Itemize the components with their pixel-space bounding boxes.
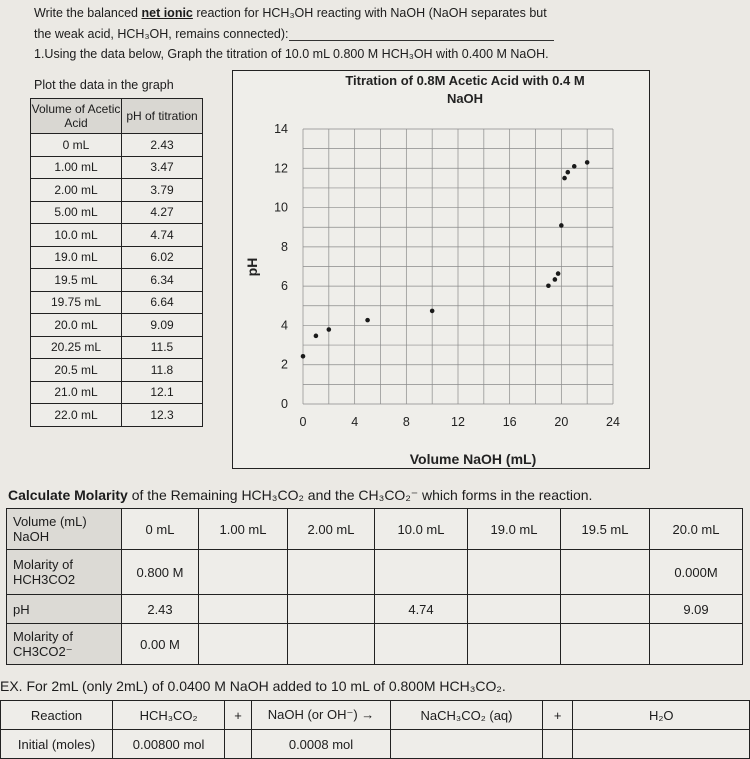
reaction-cell [542, 730, 573, 759]
row-header: Molarity of HCH3CO2 [7, 550, 122, 595]
molarity-acid-cell[interactable] [468, 550, 561, 595]
volume-cell: 2.00 mL [31, 179, 122, 202]
volume-cell: 19.0 mL [468, 509, 561, 550]
table-row [7, 550, 743, 595]
data-point [572, 164, 577, 169]
ph-cell: 11.8 [122, 359, 203, 382]
table-row [7, 509, 743, 550]
molarity-acid-cell[interactable]: 0.000M [650, 550, 743, 595]
y-tick-label: 4 [281, 318, 288, 333]
x-tick-label: 8 [402, 415, 410, 429]
ph-cell[interactable] [561, 595, 650, 624]
reaction-cell: NaCH₃CO₂ (aq) [391, 701, 543, 730]
x-tick-label: 24 [606, 415, 620, 429]
x-tick-label: 0 [299, 415, 307, 429]
instruction-line-2: the weak acid, HCH₃OH, remains connected): [34, 27, 554, 41]
data-point [553, 277, 558, 282]
volume-cell: 10.0 mL [31, 224, 122, 247]
ph-cell[interactable] [288, 595, 375, 624]
molarity-base-cell[interactable] [561, 624, 650, 665]
volume-cell: 20.25 mL [31, 336, 122, 359]
volume-cell: 2.00 mL [288, 509, 375, 550]
volume-cell: 1.00 mL [31, 156, 122, 179]
example-line: EX. For 2mL (only 2mL) of 0.0400 M NaOH added to 10 mL of 0.800M HCH₃CO₂. [0, 678, 506, 694]
table-row [31, 381, 203, 404]
reaction-cell: Initial (moles) [1, 730, 113, 759]
ph-cell: 3.79 [122, 179, 203, 202]
volume-cell: 20.5 mL [31, 359, 122, 382]
x-tick-label: 4 [351, 415, 359, 429]
ph-cell[interactable] [199, 595, 288, 624]
y-tick-label: 0 [281, 397, 288, 411]
ph-cell: 6.34 [122, 269, 203, 292]
ph-cell: 6.02 [122, 246, 203, 269]
table-row [31, 246, 203, 269]
molarity-base-cell[interactable]: 0.00 M [122, 624, 199, 665]
plot-label: Plot the data in the graph [34, 78, 174, 92]
volume-cell: 20.0 mL [650, 509, 743, 550]
volume-cell: 22.0 mL [31, 404, 122, 427]
titration-chart-svg [233, 71, 649, 468]
reaction-cell: 0.00800 mol [113, 730, 225, 759]
table-row [31, 224, 203, 247]
row-header: pH [7, 595, 122, 624]
molarity-heading: Calculate Molarity of the Remaining HCH₃CO₂ and the CH₃CO₂⁻ which forms in the reaction. [8, 487, 593, 503]
ph-cell[interactable] [468, 595, 561, 624]
table-row [31, 269, 203, 292]
reaction-cell: 0.0008 mol [251, 730, 390, 759]
data-point [301, 354, 306, 359]
volume-cell: 5.00 mL [31, 201, 122, 224]
data-point [585, 160, 590, 165]
reaction-cell: HCH₃CO₂ [113, 701, 225, 730]
volume-cell: 0 mL [31, 134, 122, 157]
x-tick-label: 12 [451, 415, 465, 429]
reaction-cell: NaOH (or OH⁻) → [251, 701, 390, 730]
ph-cell: 4.27 [122, 201, 203, 224]
table-row [31, 291, 203, 314]
ph-cell: 11.5 [122, 336, 203, 359]
chart-title-line-1: Titration of 0.8M Acetic Acid with 0.4 M [345, 73, 585, 88]
volume-cell: 19.75 mL [31, 291, 122, 314]
data-point [556, 271, 561, 276]
y-tick-label: 14 [274, 122, 288, 136]
table-row [31, 156, 203, 179]
reaction-table [0, 700, 750, 759]
ph-cell[interactable]: 2.43 [122, 595, 199, 624]
data-point [559, 223, 564, 228]
y-axis-label: pH [244, 257, 260, 277]
volume-cell: 10.0 mL [375, 509, 468, 550]
molarity-acid-cell[interactable]: 0.800 M [122, 550, 199, 595]
data-point [546, 283, 551, 288]
volume-cell: 21.0 mL [31, 381, 122, 404]
reaction-cell: Reaction [1, 701, 113, 730]
data-point [365, 318, 370, 323]
molarity-acid-cell[interactable] [561, 550, 650, 595]
x-tick-label: 16 [502, 415, 517, 429]
volume-cell: 19.5 mL [561, 509, 650, 550]
table-row [31, 404, 203, 427]
molarity-base-cell[interactable] [199, 624, 288, 665]
titration-graph [232, 70, 650, 469]
molarity-base-cell[interactable] [650, 624, 743, 665]
y-tick-label: 2 [281, 357, 288, 372]
y-tick-label: 10 [274, 200, 288, 215]
titration-data-table [30, 98, 203, 427]
ph-cell: 6.64 [122, 291, 203, 314]
ph-cell: 4.74 [122, 224, 203, 247]
ph-cell: 12.3 [122, 404, 203, 427]
volume-cell: 19.0 mL [31, 246, 122, 269]
y-tick-label: 6 [281, 279, 288, 294]
table-row [7, 624, 743, 665]
x-axis-label: Volume NaOH (mL) [409, 451, 537, 467]
row-header: Volume (mL) NaOH [7, 509, 122, 550]
reaction-cell: + [225, 701, 252, 730]
molarity-acid-cell[interactable] [288, 550, 375, 595]
answer-blank[interactable] [289, 28, 554, 41]
data-point [327, 327, 332, 332]
volume-cell: 20.0 mL [31, 314, 122, 337]
data-point [314, 334, 319, 339]
molarity-base-cell[interactable] [288, 624, 375, 665]
ph-cell: 12.1 [122, 381, 203, 404]
data-point [430, 309, 435, 314]
instruction-line-1: Write the balanced net ionic reaction for HCH₃OH reacting with NaOH (NaOH separates but [34, 6, 547, 20]
reaction-row [1, 701, 750, 730]
reaction-cell [391, 730, 543, 759]
initial-row [1, 730, 750, 759]
volume-cell: 1.00 mL [199, 509, 288, 550]
volume-cell: 19.5 mL [31, 269, 122, 292]
molarity-table [6, 508, 743, 665]
volume-cell: 0 mL [122, 509, 199, 550]
molarity-acid-cell[interactable] [199, 550, 288, 595]
header-ph: pH of titration [122, 99, 203, 134]
table-row [31, 336, 203, 359]
y-tick-label: 8 [281, 239, 288, 254]
ph-cell: 3.47 [122, 156, 203, 179]
header-volume: Volume of Acetic Acid [31, 99, 122, 134]
x-tick-label: 20 [554, 415, 569, 429]
row-header: Molarity of CH3CO2⁻ [7, 624, 122, 665]
ph-cell: 9.09 [122, 314, 203, 337]
chart-title-line-2: NaOH [446, 91, 484, 106]
molarity-base-cell[interactable] [468, 624, 561, 665]
molarity-base-cell[interactable] [375, 624, 468, 665]
ph-cell[interactable]: 9.09 [650, 595, 743, 624]
data-point [562, 176, 567, 181]
molarity-acid-cell[interactable] [375, 550, 468, 595]
table-row [31, 134, 203, 157]
reaction-cell: + [542, 701, 573, 730]
reaction-cell: H₂O [573, 701, 750, 730]
table-row [31, 359, 203, 382]
table-row [31, 179, 203, 202]
ph-cell: 2.43 [122, 134, 203, 157]
reaction-cell [573, 730, 750, 759]
table-row [31, 314, 203, 337]
table-row [31, 201, 203, 224]
data-point [565, 170, 570, 175]
instruction-line-3: 1.Using the data below, Graph the titration of 10.0 mL 0.800 M HCH₃OH with 0.400 M NaOH. [34, 47, 549, 61]
reaction-cell [225, 730, 252, 759]
ph-cell[interactable]: 4.74 [375, 595, 468, 624]
y-tick-label: 12 [274, 161, 288, 176]
table-row [7, 595, 743, 624]
